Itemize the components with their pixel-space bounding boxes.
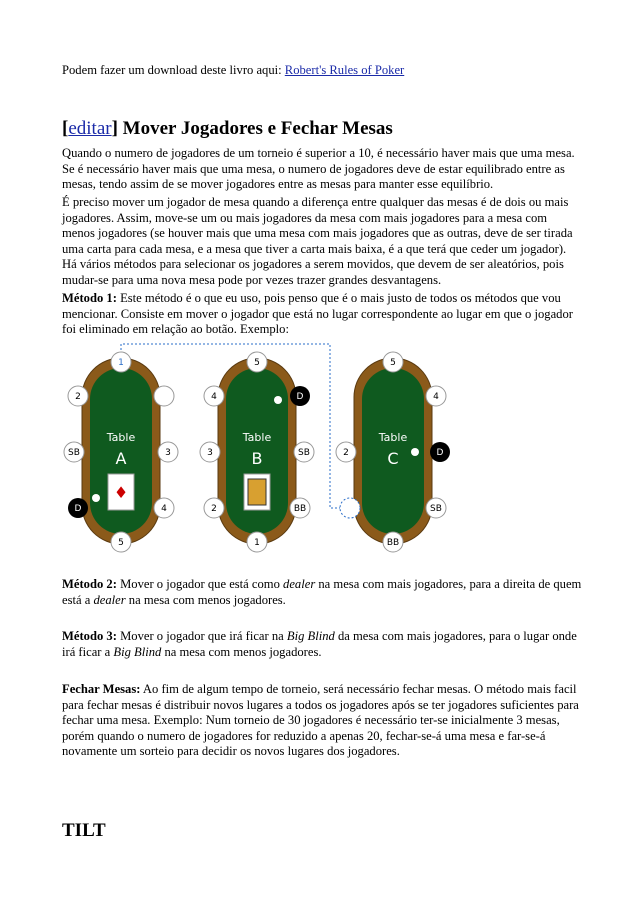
table-a-letter: A (115, 449, 127, 468)
paragraph-method-3 (62, 629, 582, 660)
paragraph-tables: Quando o numero de jogadores de um torneio é superior a 10, é necessário haver mais que uma mesa. Se é necessário haver mais que uma mesa, o numero de jogadores deve de estar equilibrado entre as mesas, tendo assim de se mover jogadores entre as mesas para manter esse equilíbrio. (62, 146, 575, 192)
seat-b-right: SB (298, 448, 310, 458)
seat-c-top: 5 (390, 358, 396, 368)
method-1-label: Método 1: (62, 291, 117, 305)
method-2-text-a: Mover o jogador que está como (116, 577, 284, 591)
table-b (200, 352, 314, 552)
roberts-rules-link[interactable]: Robert's Rules of Poker (284, 63, 405, 77)
seat-a-bottom: 5 (118, 538, 124, 548)
open-bracket: [ (62, 118, 69, 139)
tables-diagram (60, 340, 460, 555)
method-2-text-b: na mesa com mais jogadores, para a direita de quem está a (62, 577, 582, 607)
seat-a-lower-left: D (74, 504, 82, 514)
method-3-label: Método 3: (62, 629, 117, 643)
big-blind-word-1: Big Blind (286, 629, 335, 643)
seat-b-upper-left: 4 (211, 392, 217, 402)
paragraph-method-2 (62, 577, 582, 608)
seat-c-lower-right: SB (430, 504, 442, 514)
paragraph-close-tables (62, 682, 582, 760)
table-c-letter: C (387, 449, 399, 468)
method-1-text: Este método é o que eu uso, pois penso que é o mais justo de todos os métodos que vou mencionar. Consiste em mover o jogador que está no lugar correspondente ao lugar em que o jogador foi eliminado em relação ao botão. Exemplo: (62, 291, 573, 337)
download-paragraph (62, 63, 582, 79)
seat-c-bottom: BB (386, 538, 400, 548)
close-tables-label: Fechar Mesas: (62, 682, 141, 696)
dealer-word-2: dealer (93, 592, 126, 607)
king-card-icon (248, 479, 266, 505)
seat-b-lower-right: BB (293, 504, 307, 514)
table-c (336, 352, 450, 552)
paragraph-method-1 (62, 291, 582, 338)
seat-b-left: 3 (207, 448, 213, 458)
dealer-word-1: dealer (283, 577, 316, 591)
section-title: Mover Jogadores e Fechar Mesas (117, 118, 393, 139)
download-prefix: Podem fazer um download deste livro aqui: (62, 63, 285, 77)
seat-a-lower-right: 4 (161, 504, 167, 514)
method-2-label: Método 2: (62, 577, 117, 591)
edit-link[interactable]: editar (68, 118, 112, 139)
seat-b-upper-right: D (296, 392, 304, 402)
table-b-word: Table (242, 431, 272, 444)
dealer-button (411, 448, 419, 456)
big-blind-word-2: Big Blind (113, 644, 162, 659)
paragraph-moving: É preciso mover um jogador de mesa quando a diferença entre qualquer das mesas é de dois ou mais jogadores. Assim, move-se um ou mais jogadores da mesa com mais jogadores para a mesa com menos jogadores (se houver mais que uma mesa com mais jogadores que as outras, deve de ser tirada uma carta para cada mesa, e a mesa que tiver a carta mais baixa, é a que terá que ceder um jogador). Há vários métodos para selecionar os jogadores a serem movidos, que devem de ser aleatórios, pois mudar-se para uma nova mesa pode por vezes trazer grandes desvantagens. (62, 195, 573, 287)
method-3-text-b: da mesa com mais jogadores, para o lugar onde irá ficar a (62, 629, 577, 659)
seat-a-upper-left: 2 (75, 392, 81, 402)
seat-b-lower-left: 2 (211, 504, 217, 514)
section-heading (62, 117, 393, 141)
table-b-letter: B (251, 449, 263, 468)
diamond-icon: ♦ (113, 483, 129, 502)
method-3-text-c: na mesa com menos jogadores. (161, 644, 322, 659)
seat-c-right: D (436, 448, 444, 458)
empty-seat (340, 498, 360, 518)
dealer-button (92, 494, 100, 502)
dealer-button (274, 396, 282, 404)
table-c-word: Table (378, 431, 408, 444)
seat-a-left: SB (68, 448, 80, 458)
tilt-heading: TILT (62, 820, 106, 841)
seat-a-right: 3 (165, 448, 171, 458)
seat-b-bottom: 1 (254, 538, 260, 548)
seat-c-upper-right: 4 (433, 392, 439, 402)
method-3-text-a: Mover o jogador que irá ficar na (116, 629, 287, 643)
seat-c-left: 2 (343, 448, 349, 458)
close-tables-text: Ao fim de algum tempo de torneio, será necessário fechar mesas. O método mais facil para fechar mesas é distribuir novos lugares a todos os jogadores após se ter jogadores suficientes para fechar uma mesa. Exemplo: Num torneio de 30 jogadores é necessário ter-se inicialmente 3 mesas, porém quando o numero de jogadores for reduzido a apenas 20, fechar-se-á uma mesa e far-se-á novamente um sorteio para decidir os novos lugares dos jogadores. (62, 682, 579, 759)
method-2-text-c: na mesa com menos jogadores. (125, 592, 286, 607)
table-a (64, 352, 178, 552)
table-a-word: Table (106, 431, 136, 444)
seat-a-top: 1 (118, 358, 124, 368)
close-bracket: ] (111, 118, 118, 139)
seat-b-top: 5 (254, 358, 260, 368)
